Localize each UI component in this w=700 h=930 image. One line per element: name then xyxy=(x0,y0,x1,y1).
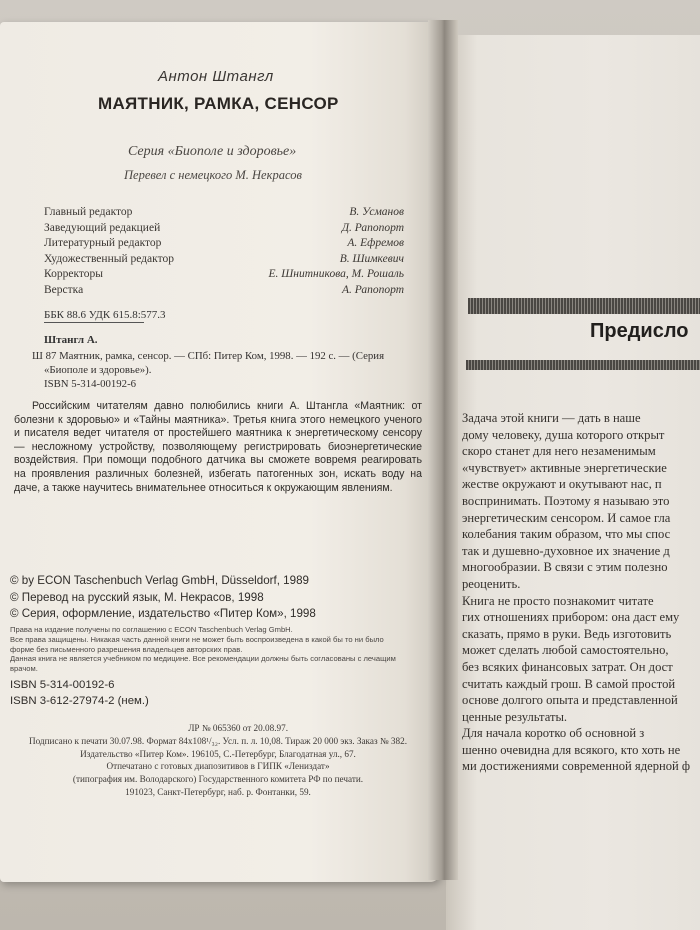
bbk-udk: ББК 88.6 УДК 615.8:577.3 xyxy=(44,309,166,321)
preface-line: шенно очевидна для всякого, кто хоть не xyxy=(462,742,681,757)
author-index: Штангл А. xyxy=(44,334,98,346)
preface-line: многообразии. В связи с этим полезно xyxy=(462,560,668,575)
credit-name: В. Шимкевич xyxy=(339,252,404,265)
imprint-line: Отпечатано с готовых диапозитивов в ГИПК «Лениздат» xyxy=(106,761,330,772)
preface-line: Для начала коротко об основной з xyxy=(462,726,645,741)
credits-list xyxy=(44,206,404,299)
imprint-line: Издательство «Питер Ком». 196105, С.-Петербург, Благодатная ул., 67. xyxy=(80,748,356,759)
credit-row xyxy=(44,222,404,238)
heading-ornament-bottom xyxy=(466,360,700,370)
imprint-block xyxy=(8,722,428,799)
preface-line: реоценить. xyxy=(462,576,521,591)
heading-ornament-top xyxy=(468,298,700,314)
preface-line: Книга не просто познакомит читате xyxy=(462,593,654,608)
biblio-line: ISBN 5-314-00192-6 xyxy=(44,378,137,390)
preface-line: основе долгого опыта и представленной xyxy=(462,693,678,708)
imprint-line: (типография им. Володарского) Государственного комитета РФ по печати. xyxy=(72,774,364,785)
credit-role: Художественный редактор xyxy=(44,252,174,265)
credit-role: Верстка xyxy=(44,283,84,296)
isbn-block xyxy=(10,678,149,709)
rights-line: Права на издание получены по соглашению с ECON Taschenbuch Verlag GmbH. xyxy=(10,625,293,634)
rights-line: Данная книга не является учебником по медицине. Все рекомендации должны быть согласованы с лечащим xyxy=(10,654,396,664)
annotation-text: Российским читателям давно полюбились книги А. Штангла «Маятник: от болезни к здоровью» и «Тайны маятника». Третья книга этого немецкого ученого и писателя ведет читателя от простейшего маятника к энергетическому сенсору — несложному устройству, позволяющему регистрировать биоэнергетические воздействия. При помощи подобного датчика вы сможете вовремя реагировать на проявления различных болезней, избегать патогенных зон, искать воду на даче, а также научитесь внимательнее относиться к окружающим явлениям. xyxy=(14,400,422,494)
copyright-line: © by ECON Taschenbuch Verlag GmbH, Düsseldorf, 1989 xyxy=(10,574,309,587)
chapter-heading: Предисло xyxy=(590,320,689,342)
copyright-line: © Перевод на русский язык, М. Некрасов, 1998 xyxy=(10,590,264,604)
preface-line: ценные результаты. xyxy=(462,709,568,724)
credit-name: А. Рапопорт xyxy=(341,283,404,296)
biblio-line: «Биополе и здоровье»). xyxy=(44,364,152,376)
preface-line: считать каждый грош. В самой простой xyxy=(462,676,676,691)
credit-name: В. Усманов xyxy=(349,206,404,218)
rights-notice xyxy=(10,625,428,674)
credit-role: Литературный редактор xyxy=(44,237,162,249)
imprint-line: Подписано к печати 30.07.98. Формат 84х108¹/₃₂. Усл. п. л. 10,08. Тираж 20 000 экз. Заказ № 382. xyxy=(28,735,408,746)
book-title: МАЯТНИК, РАМКА, СЕНСОР xyxy=(98,94,339,113)
bibliographic-record xyxy=(32,349,420,391)
preface-line: дому человеку, душа которого открыт xyxy=(462,427,665,442)
preface-line: может сделать любой самостоятельно, xyxy=(462,643,669,658)
preface-text xyxy=(462,410,700,775)
credit-row xyxy=(44,253,404,269)
preface-line: без всяких финансовых затрат. Он дост xyxy=(462,659,673,674)
isbn-line: ISBN 5-314-00192-6 xyxy=(10,679,115,691)
translator-line: Перевел с немецкого М. Некрасов xyxy=(124,168,302,182)
preface-line: колебания таким образом, что мы спос xyxy=(462,527,671,542)
preface-line: «чувствует» активные энергетические xyxy=(462,460,667,475)
copyright-block xyxy=(10,573,430,623)
credit-role: Корректоры xyxy=(44,268,103,280)
credit-row xyxy=(44,284,404,300)
imprint-line: ЛР № 065360 от 20.08.97. xyxy=(188,723,288,733)
preface-line: скоро станет для него незаменимым xyxy=(462,444,656,459)
preface-line: сказать, прямо в руки. Ведь изготовить xyxy=(462,626,672,641)
isbn-line: ISBN 3-612-27974-2 (нем.) xyxy=(10,694,149,707)
credit-name: А. Ефремов xyxy=(347,237,404,249)
biblio-line: Ш 87 Маятник, рамка, сенсор. — СПб: Питер Ком, 1998. — 192 с. — (Серия xyxy=(32,350,385,362)
preface-line: энергетическим сенсором. И самое гла xyxy=(462,510,671,525)
divider xyxy=(44,322,144,323)
preface-line: воспринимать. Поэтому я называю это xyxy=(462,493,670,508)
rights-line: Все права защищены. Никакая часть данной книги не может быть воспроизведена в какой бы то ни было xyxy=(10,634,384,644)
preface-line: гих отношениях прибором: она даст ему xyxy=(462,610,680,625)
credit-role: Заведующий редакцией xyxy=(44,221,161,234)
preface-line: жестве окружают и окутывают нас, п xyxy=(462,477,662,492)
credit-row xyxy=(44,237,404,253)
credit-row xyxy=(44,268,404,284)
credit-row xyxy=(44,206,404,222)
credit-name: Е. Шнитникова, М. Рошаль xyxy=(268,268,404,280)
book-author: Антон Штангл xyxy=(158,68,274,85)
preface-line: ми достижениями современной ядерной ф xyxy=(462,759,691,774)
preface-line: так и душевно-духовное их значение д xyxy=(462,543,670,558)
preface-line: Задача этой книги — дать в наше xyxy=(462,411,641,425)
rights-line: форме без письменного разрешения владельцев авторских прав. xyxy=(10,644,243,654)
rights-line: врачом. xyxy=(10,664,38,674)
book-gutter xyxy=(428,20,458,880)
imprint-line: 191023, Санкт-Петербург, наб. р. Фонтанки, 59. xyxy=(125,786,311,797)
credit-name: Д. Рапопорт xyxy=(341,221,404,234)
book-series: Серия «Биополе и здоровье» xyxy=(128,144,297,159)
copyright-line: © Серия, оформление, издательство «Питер Ком», 1998 xyxy=(10,607,316,620)
credit-role: Главный редактор xyxy=(44,206,133,218)
